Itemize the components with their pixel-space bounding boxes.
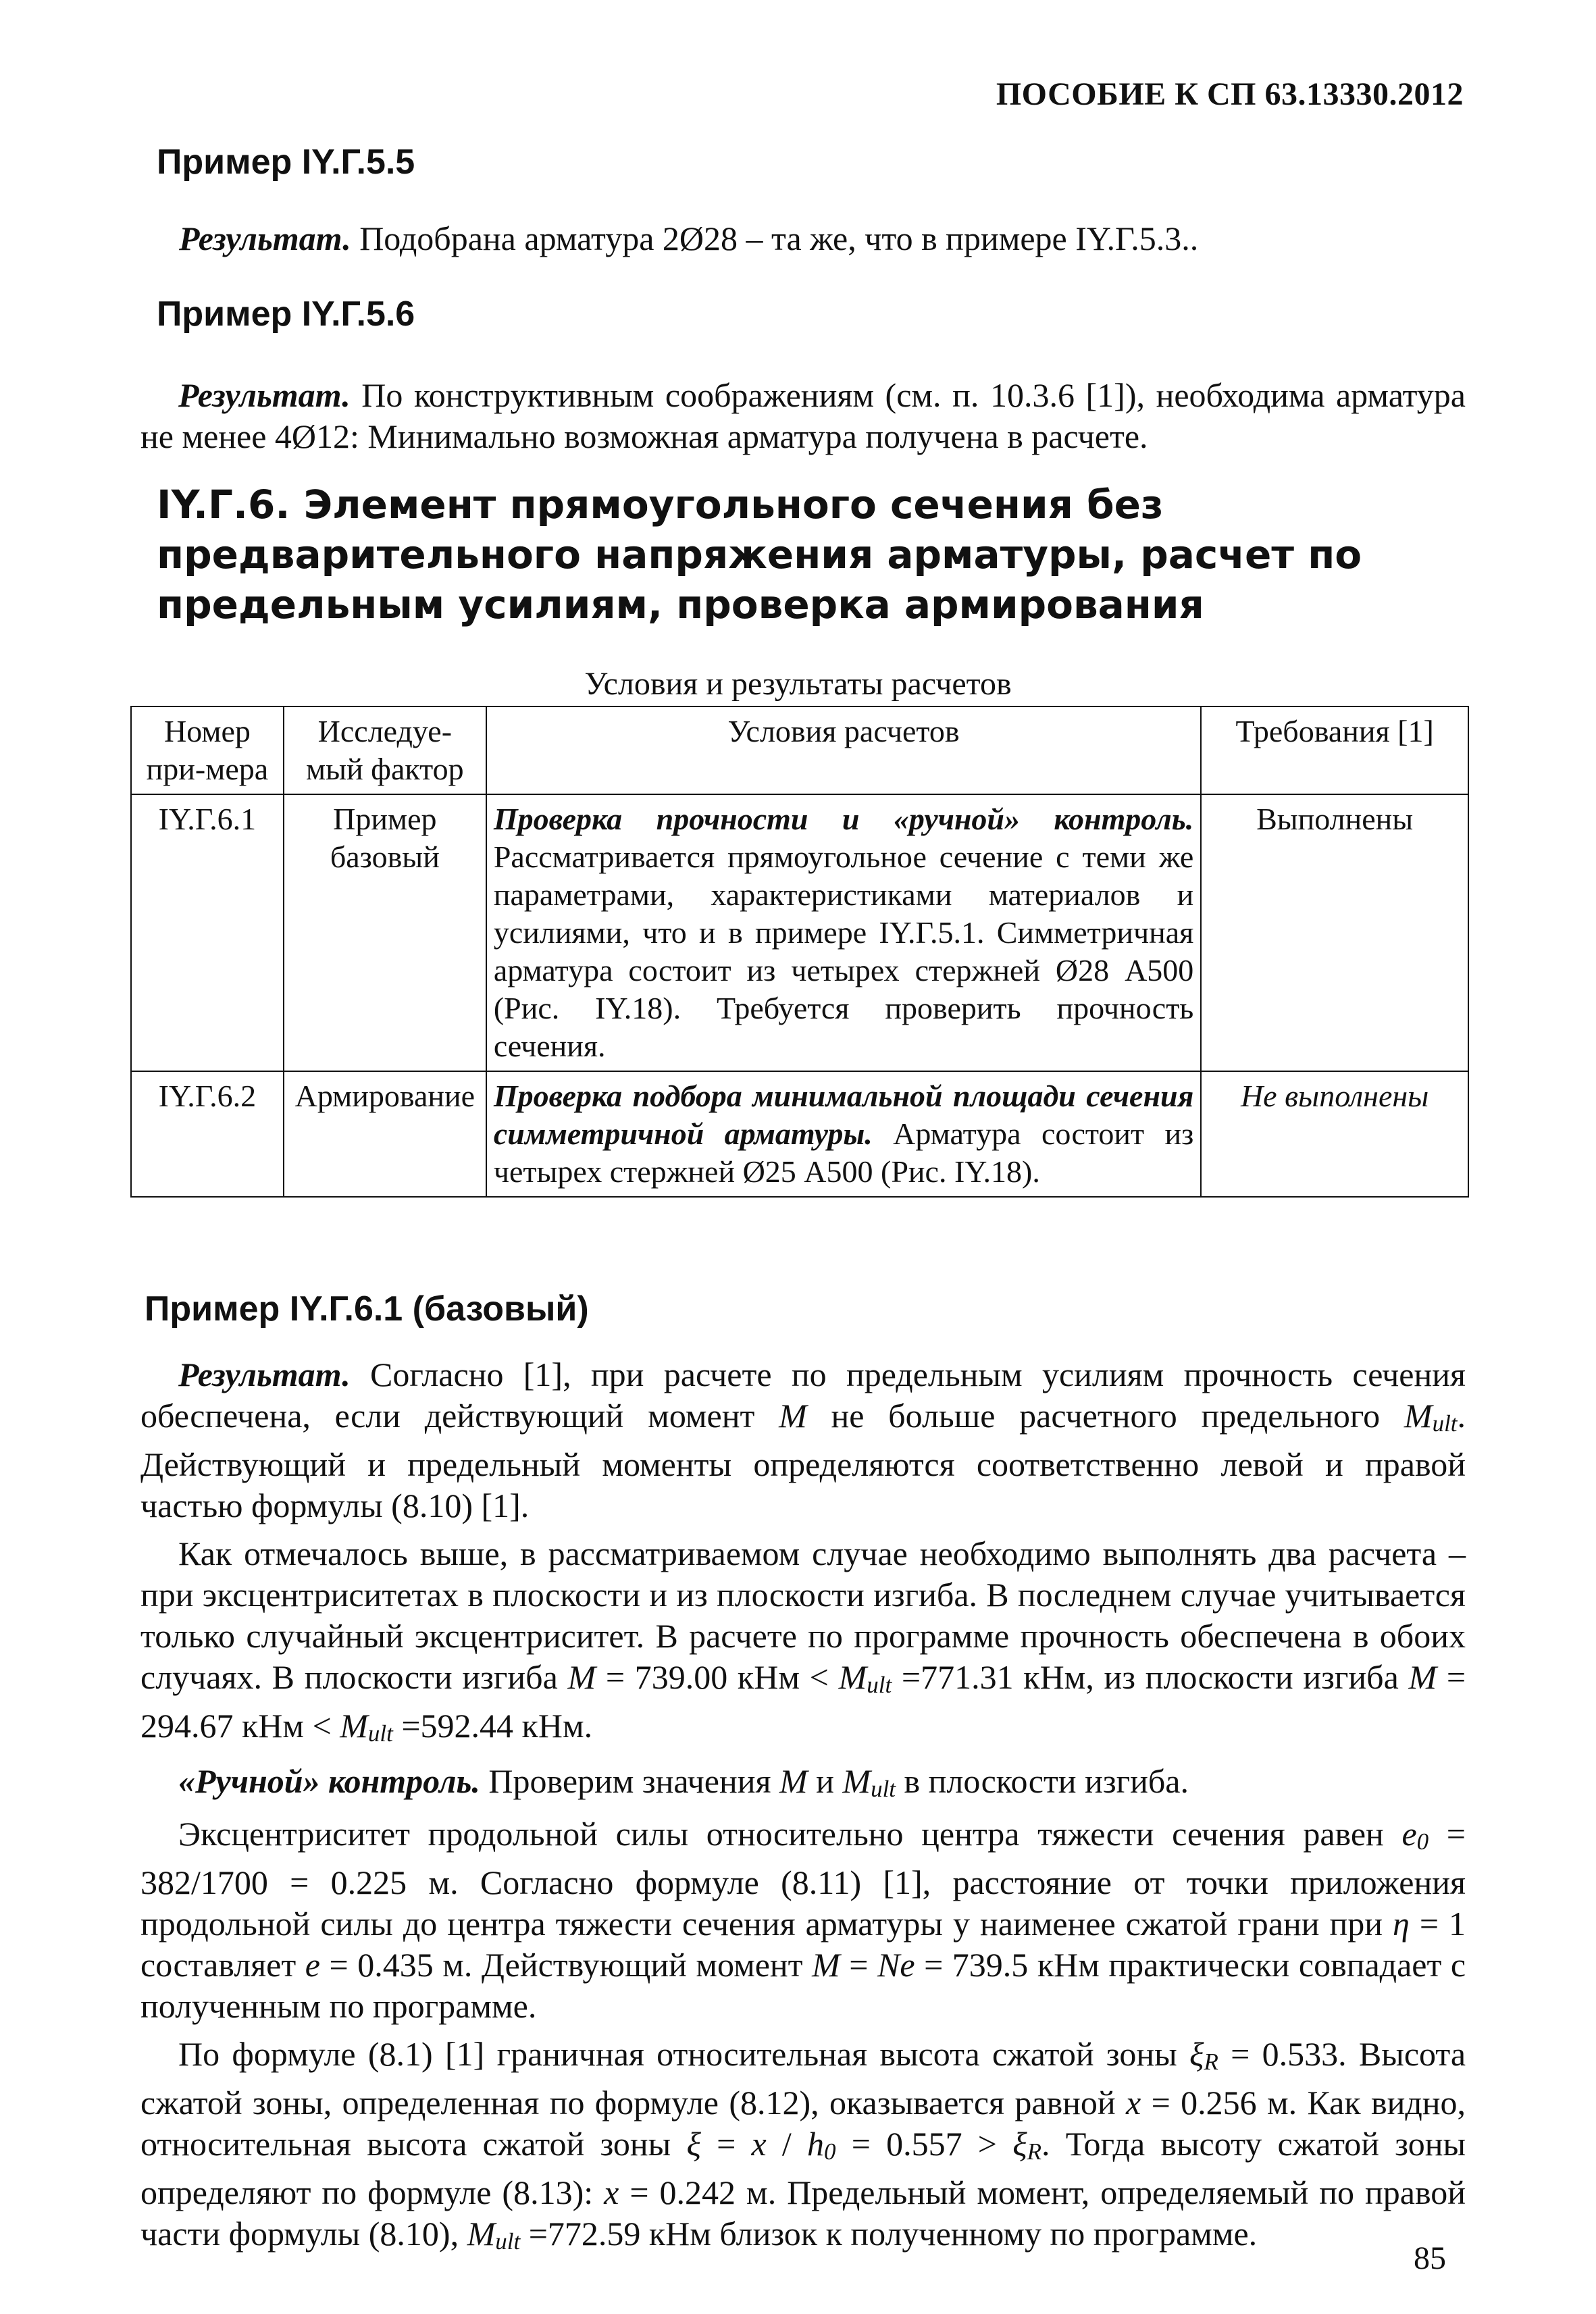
result-text: Подобрана арматура 2Ø28 – та же, что в примере IY.Г.5.3.. (359, 220, 1199, 257)
text: в плоскости изгиба. (904, 1762, 1189, 1800)
text: = 0.256 м. Как видно, относительная высота сжатой зоны (140, 2084, 1466, 2163)
example-heading-6-1: Пример IY.Г.6.1 (базовый) (145, 1289, 589, 1329)
text: = (717, 2125, 736, 2163)
symbol: M (567, 1658, 596, 1696)
paragraph (140, 1814, 1466, 2027)
result-text: По конструктивным соображениям (см. п. 10.3.6 [1]), необходима арматура не менее 4Ø12: Минимально возможная арматура получена в расчете. (140, 376, 1466, 455)
text: Проверим значения (488, 1762, 771, 1800)
example-number-cell: IY.Г.6.1 (131, 794, 284, 1071)
text: и (816, 1762, 834, 1800)
text: =592.44 кНм. (401, 1707, 593, 1745)
text: = 0.435 м. Действующий момент (329, 1946, 803, 1984)
symbol: x (751, 2125, 767, 2163)
control-label: «Ручной» контроль. (178, 1762, 480, 1800)
subscript: ult (871, 1776, 896, 1802)
text: По формуле (8.1) [1] граничная относительная высота сжатой зоны (178, 2035, 1177, 2073)
symbol: Ne (877, 1946, 915, 1984)
subscript: ult (367, 1720, 393, 1747)
text: = 739.00 кНм < (605, 1658, 829, 1696)
factor-cell: Армирование (284, 1071, 486, 1197)
conditions-text: Арматура состоит из четырех стержней Ø25 А500 (Рис. IY.18). (493, 1116, 1194, 1189)
subscript: ult (1432, 1410, 1458, 1437)
symbol: M (838, 1658, 867, 1696)
symbol: x (1126, 2084, 1141, 2122)
text: Согласно [1], при расчете по предельным усилиям прочность сечения обеспечена, если действующий момент (140, 1356, 1466, 1435)
table-caption: Условия и результаты расчетов (584, 666, 1012, 702)
conditions-cell (486, 794, 1201, 1071)
symbol: x (604, 2174, 619, 2211)
subscript: ult (867, 1672, 892, 1698)
conditions-text: Рассматривается прямоугольное сечение с теми же параметрами, характеристиками материалов и усилиями, что и в примере IY.Г.5.1. Симметричная арматура состоит из четырех стержней Ø28 А500 (Рис. IY.18). Требуется проверить прочность сечения. (493, 840, 1194, 1063)
section-title: IY.Г.6. Элемент прямоугольного сечения без предварительного напряжения арматуры, расчет по предельным усилиям, проверка армирования (157, 482, 1362, 627)
example-heading-5-6: Пример IY.Г.5.6 (157, 294, 415, 334)
page-number: 85 (1414, 2240, 1446, 2276)
table-header-row (131, 706, 1468, 794)
text: / (781, 2125, 792, 2163)
paragraph (140, 1533, 1466, 1754)
header-cell: Номер при-мера (131, 706, 284, 794)
running-header: ПОСОБИЕ К СП 63.13330.2012 (996, 76, 1464, 112)
conditions-lead: Проверка подбора минимальной площади сечения симметричной арматуры. (493, 1079, 1194, 1151)
conditions-lead: Проверка прочности и «ручной» контроль. (493, 802, 1194, 836)
paragraph (140, 2034, 1466, 2262)
header-cell: Требования [1] (1201, 706, 1468, 794)
subscript: 0 (1416, 1828, 1429, 1855)
symbol: ξ (686, 2125, 701, 2163)
text: Как отмечалось выше, в рассматриваемом случае необходимо выполнять два расчета – при эксцентриситетах в плоскости и из плоскости изгиба. В последнем случае учитывается только случайный эксцентриситет. В расчете по программе прочность обеспечена в обоих случаях. В плоскости изгиба (140, 1535, 1466, 1696)
subscript: R (1027, 2138, 1042, 2165)
symbol: M (779, 1397, 807, 1435)
text: = 382/1700 = 0.225 м. Согласно формуле (8.11) [1], расстояние от точки приложения продольной силы до центра тяжести сечения арматуры у наименее сжатой грани при (140, 1815, 1466, 1943)
text: Эксцентриситет продольной силы относительно центра тяжести сечения равен (178, 1815, 1384, 1853)
result-label: Результат. (179, 220, 351, 257)
symbol: M (779, 1762, 808, 1800)
table-row (131, 794, 1468, 1071)
symbol: e (305, 1946, 320, 1984)
symbol: M (340, 1707, 368, 1745)
subscript: 0 (824, 2138, 836, 2165)
subscript: ult (495, 2228, 521, 2255)
result-label: Результат. (178, 376, 351, 414)
text: = 1 составляет (140, 1905, 1466, 1984)
conditions-cell (486, 1071, 1201, 1197)
subscript: R (1204, 2049, 1218, 2075)
symbol: M (1404, 1397, 1433, 1435)
results-table (130, 706, 1469, 1198)
example-number-cell: IY.Г.6.2 (131, 1071, 284, 1197)
text: = 294.67 кНм < (140, 1658, 1466, 1745)
symbol: M (1408, 1658, 1437, 1696)
requirements-cell: Не выполнены (1201, 1071, 1468, 1197)
example-5-6-result (140, 375, 1466, 457)
table-row (131, 1071, 1468, 1197)
symbol: M (842, 1762, 871, 1800)
text: = 739.5 кНм практически совпадает с полученным по программе. (140, 1946, 1466, 2025)
symbol: e (1401, 1815, 1417, 1853)
text: = 0.242 м. Предельный момент, определяемый по правой части формулы (8.10), (140, 2174, 1466, 2253)
text: Действующий и предельный моменты определяются соответственно левой и правой частью формулы (8.10) [1]. (140, 1445, 1466, 1524)
example-heading-5-5: Пример IY.Г.5.5 (157, 143, 415, 182)
example-5-5-result (179, 218, 1466, 259)
result-label: Результат. (178, 1356, 351, 1393)
text: =771.31 кНм, из плоскости изгиба (901, 1658, 1399, 1696)
paragraph (140, 1761, 1466, 1809)
requirements-cell: Выполнены (1201, 794, 1468, 1071)
text: =772.59 кНм близок к полученному по программе. (528, 2215, 1258, 2253)
symbol: M (467, 2215, 496, 2253)
paragraph: Результат. Согласно [1], при расчете по предельным усилиям прочность сечения обеспечена, если действующий момент M не больше расчетного предельного Mult. Действующий и предельный моменты определяются соответственно левой и правой частью формулы (8.10) [1]. (140, 1356, 1466, 1524)
factor-cell: Пример базовый (284, 794, 486, 1071)
header-cell: Исследуе-мый фактор (284, 706, 486, 794)
text: не больше расчетного предельного (831, 1397, 1381, 1435)
header-cell: Условия расчетов (486, 706, 1201, 794)
symbol: ξ (1012, 2125, 1027, 2163)
text: = 0.557 > (851, 2125, 998, 2163)
text: = (849, 1946, 869, 1984)
symbol: ξ (1189, 2035, 1204, 2073)
symbol: η (1393, 1905, 1410, 1943)
example-6-1-body (140, 1354, 1466, 2262)
text: . Тогда высоту сжатой зоны определяют по формуле (8.13): (140, 2125, 1466, 2211)
symbol: h (807, 2125, 825, 2163)
text: = 0.533. Высота сжатой зоны, определенная по формуле (8.12), оказывается равной (140, 2035, 1466, 2122)
symbol: M (812, 1946, 840, 1984)
